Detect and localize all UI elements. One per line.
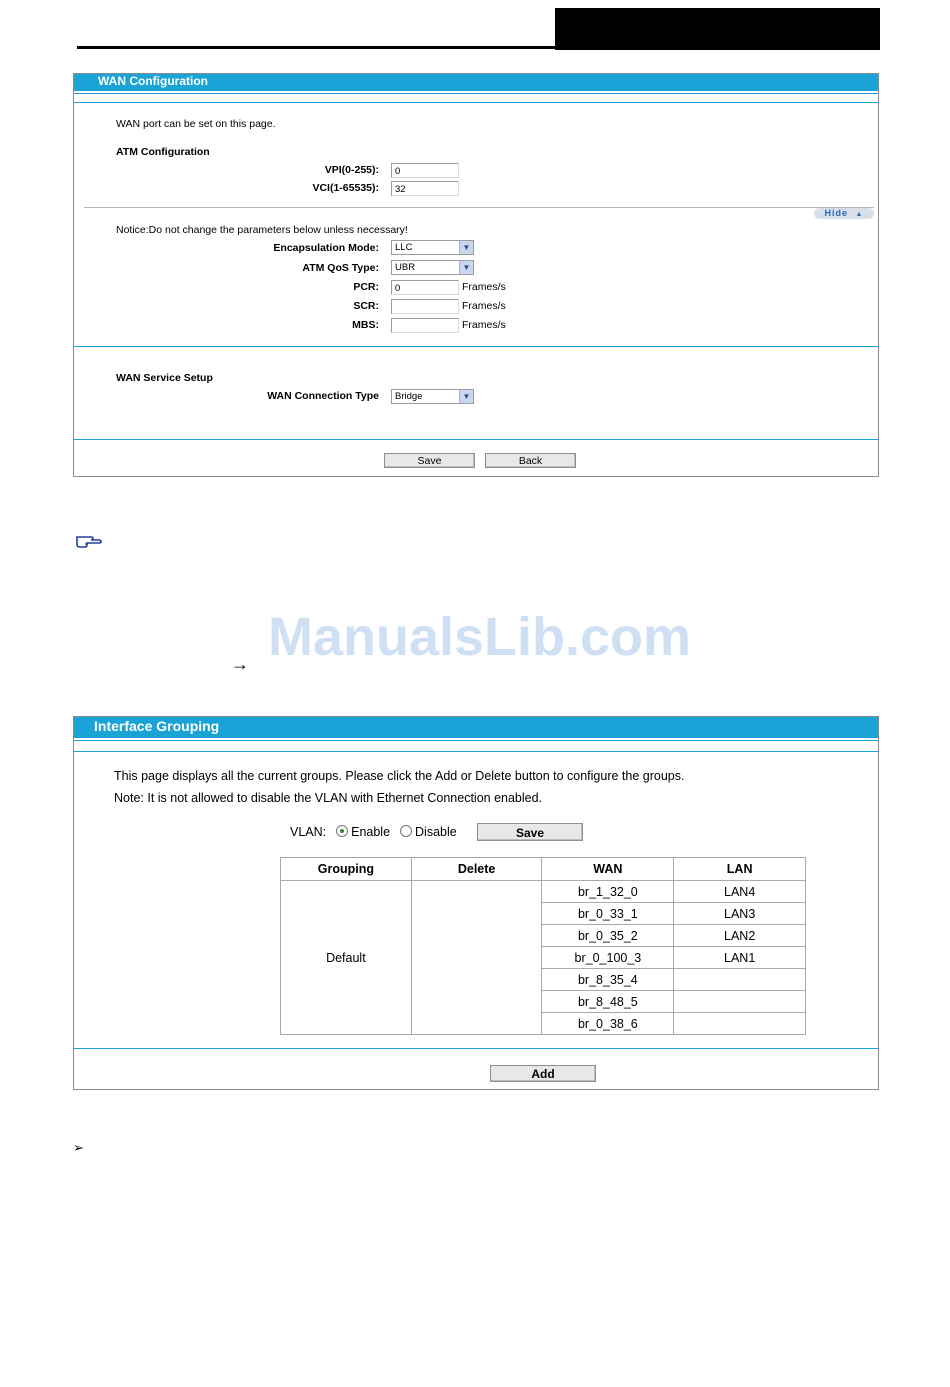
mbs-unit: Frames/s: [462, 319, 506, 331]
table-header-row: [281, 858, 806, 881]
watermark: ManualsLib.com: [268, 607, 692, 667]
title-separator-2: [74, 102, 878, 103]
vlan-row: [290, 825, 457, 839]
wan-cell: br_8_48_5: [542, 991, 674, 1013]
hide-button[interactable]: [814, 208, 874, 219]
back-button[interactable]: Back: [485, 453, 576, 468]
lan-cell: [674, 969, 806, 991]
wan-cell: br_8_35_4: [542, 969, 674, 991]
conn-type-select[interactable]: [391, 389, 474, 404]
encap-value: LLC: [395, 242, 413, 253]
chevron-down-icon[interactable]: ▼: [459, 241, 473, 254]
encap-select[interactable]: [391, 240, 474, 255]
conn-type-value: Bridge: [395, 391, 423, 402]
delete-cell: [411, 881, 542, 1035]
vpi-label: VPI(0-255):: [324, 164, 379, 176]
lan-cell: LAN1: [674, 947, 806, 969]
grouping-desc-1: This page displays all the current groups. Please click the Add or Delete button to configure the groups.: [114, 769, 685, 783]
footer-separator: [74, 439, 878, 440]
scr-input[interactable]: [391, 299, 459, 314]
grouping-title: Interface Grouping: [74, 717, 878, 738]
bullet-icon: ➢: [73, 1140, 84, 1155]
wan-cell: br_0_100_3: [542, 947, 674, 969]
wan-cell: br_1_32_0: [542, 881, 674, 903]
footer-separator: [74, 1048, 878, 1049]
grouping-desc-2: Note: It is not allowed to disable the VLAN with Ethernet Connection enabled.: [114, 791, 543, 805]
qos-select[interactable]: [391, 260, 474, 275]
lan-cell: [674, 991, 806, 1013]
vlan-disable-label: Disable: [415, 825, 457, 839]
group-name-cell: Default: [281, 881, 412, 1035]
header-delete: Delete: [411, 858, 542, 881]
vlan-enable-label: Enable: [351, 825, 391, 839]
wan-cell: br_0_33_1: [542, 903, 674, 925]
lan-cell: [674, 1013, 806, 1035]
intro-text: WAN port can be set on this page.: [116, 118, 276, 130]
wan-config-title: WAN Configuration: [74, 74, 878, 91]
vlan-disable-radio[interactable]: [400, 825, 412, 837]
interface-grouping-panel: [73, 716, 879, 1090]
grouping-table: [280, 857, 806, 1035]
save-button[interactable]: Save: [384, 453, 475, 468]
wan-cell: br_0_38_6: [542, 1013, 674, 1035]
mbs-input[interactable]: [391, 318, 459, 333]
qos-value: UBR: [395, 262, 416, 273]
pcr-unit: Frames/s: [462, 281, 506, 293]
collapse-icon: ▲: [855, 211, 864, 218]
title-separator: [74, 740, 878, 741]
header-rule: [77, 46, 557, 49]
conn-type-label: WAN Connection Type: [267, 390, 379, 402]
add-button[interactable]: Add: [490, 1065, 596, 1082]
header-lan: LAN: [674, 858, 806, 881]
scr-unit: Frames/s: [462, 300, 506, 312]
table-row: [281, 881, 806, 903]
lan-cell: LAN4: [674, 881, 806, 903]
encap-label: Encapsulation Mode:: [273, 242, 379, 254]
vpi-input[interactable]: 0: [391, 163, 459, 178]
title-separator: [74, 93, 878, 94]
chevron-down-icon[interactable]: ▼: [459, 390, 473, 403]
lan-cell: LAN3: [674, 903, 806, 925]
scr-label: SCR:: [353, 300, 379, 312]
vlan-enable-radio[interactable]: [336, 825, 348, 837]
arrow-right-icon: →: [231, 654, 249, 674]
header-grouping: Grouping: [281, 858, 412, 881]
wan-config-panel: [73, 73, 879, 477]
section-separator: [74, 346, 878, 347]
vlan-label: VLAN:: [290, 825, 327, 839]
header-block: [555, 8, 880, 50]
mbs-label: MBS:: [352, 319, 379, 331]
vlan-save-button[interactable]: Save: [477, 823, 583, 841]
vci-input[interactable]: 32: [391, 181, 459, 196]
notice-text: Notice:Do not change the parameters below unless necessary!: [116, 224, 408, 236]
pcr-input[interactable]: 0: [391, 280, 459, 295]
wan-cell: br_0_35_2: [542, 925, 674, 947]
lan-cell: LAN2: [674, 925, 806, 947]
qos-label: ATM QoS Type:: [302, 262, 379, 274]
atm-heading: ATM Configuration: [116, 146, 210, 158]
vci-label: VCI(1-65535):: [312, 182, 379, 194]
title-separator-2: [74, 751, 878, 752]
service-heading: WAN Service Setup: [116, 372, 213, 384]
pcr-label: PCR:: [353, 281, 379, 293]
header-wan: WAN: [542, 858, 674, 881]
pointing-hand-icon: [75, 533, 103, 549]
chevron-down-icon[interactable]: ▼: [459, 261, 473, 274]
section-divider: [84, 207, 874, 208]
hide-label: Hide: [824, 208, 849, 218]
